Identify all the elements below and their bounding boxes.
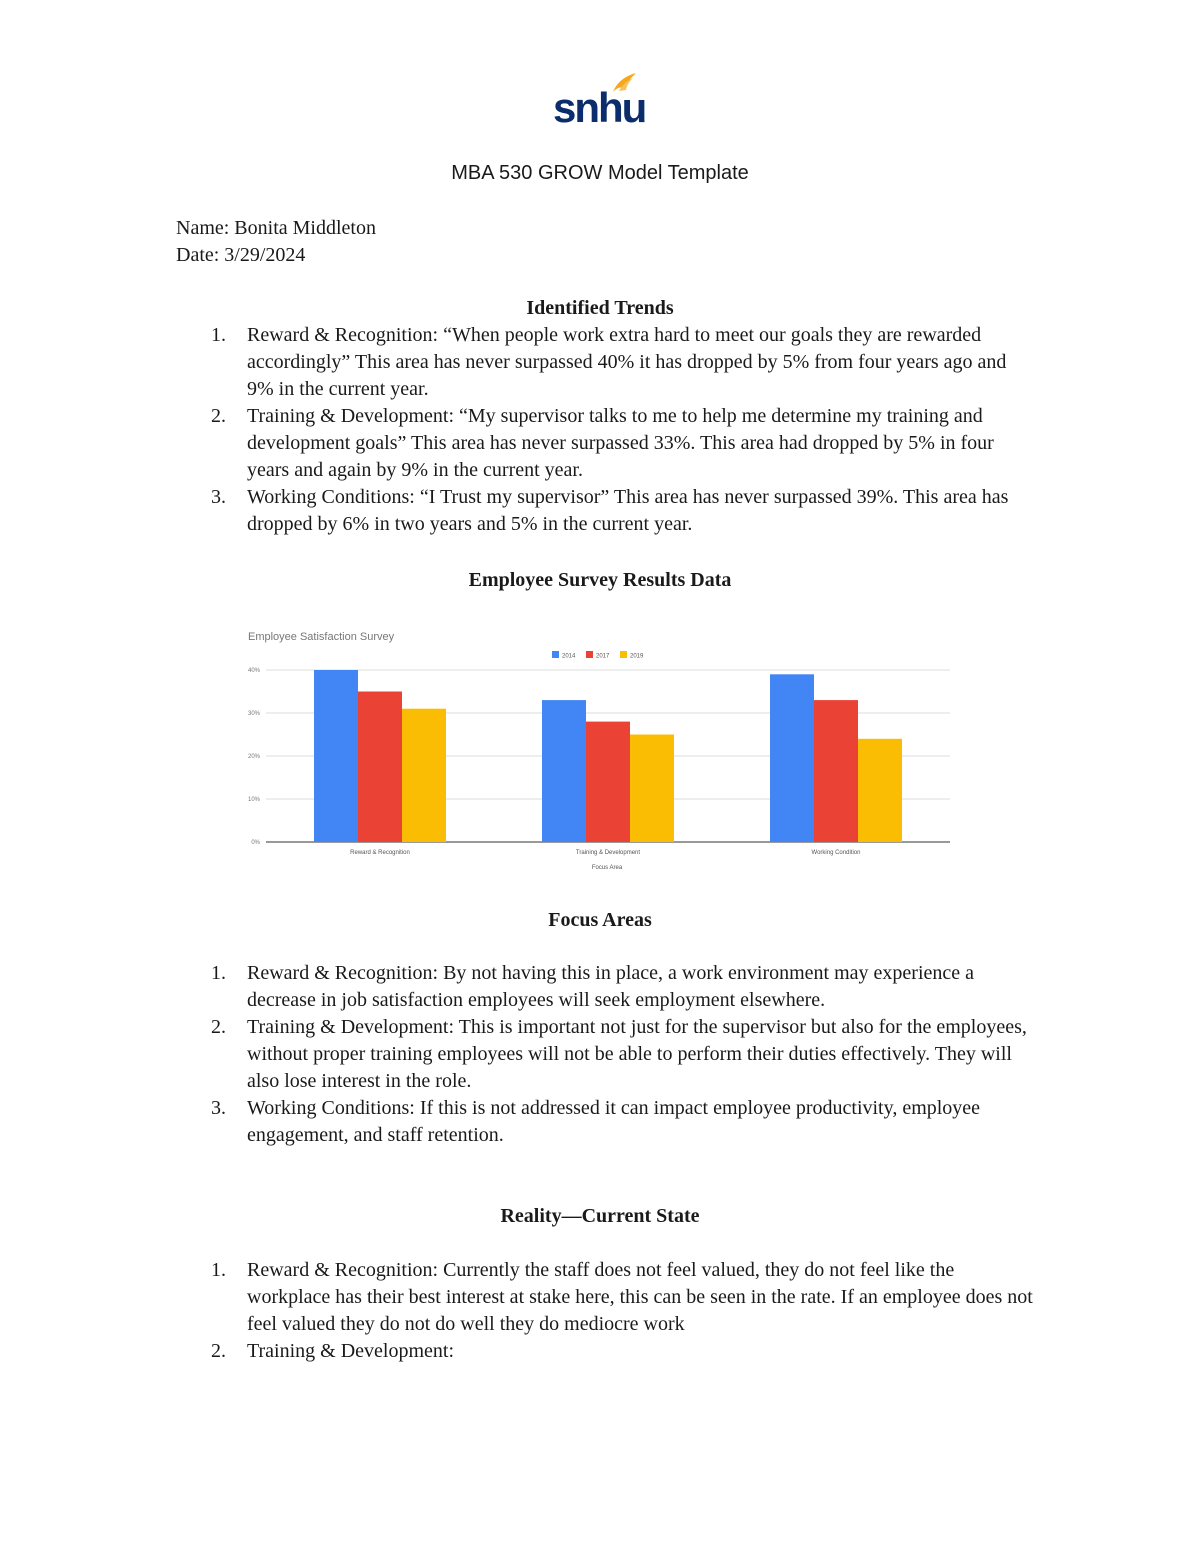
y-tick-label: 30%: [247, 711, 260, 717]
legend-swatch: [620, 651, 627, 658]
bar-2014-0: [314, 670, 358, 842]
y-tick-label: 10%: [247, 797, 260, 803]
legend-swatch: [586, 651, 593, 658]
bar-2019-0: [402, 709, 446, 842]
item-number: 1.: [211, 1259, 226, 1281]
list-item: [176, 1014, 1036, 1095]
list-item: [176, 960, 1036, 1014]
legend-label: 2019: [630, 653, 644, 660]
y-tick-label: 40%: [247, 668, 260, 674]
legend-swatch: [552, 651, 559, 658]
x-tick-label: Training & Development: [575, 850, 641, 856]
meta-block: [176, 215, 376, 269]
item-text: Training & Development: “My supervisor talks to me to help me determine my training and development goals” This area has never surpassed 33%. This area had dropped by 5% in four years and again by 9% in the current year.: [247, 405, 994, 481]
item-text: Reward & Recognition: “When people work extra hard to meet our goals they are rewarded accordingly” This area has never surpassed 40% it has dropped by 5% from four years ago and 9% in the current year.: [247, 324, 1007, 400]
item-number: 2.: [211, 405, 226, 427]
item-text: Working Conditions: “I Trust my supervisor” This area has never surpassed 39%. This area has dropped by 6% in two years and 5% in the current year.: [247, 486, 1009, 535]
item-text: Reward & Recognition: Currently the staff does not feel valued, they do not feel like the workplace has their best interest at stake here, this can be seen in the rate. If an employee does not feel valued they do not do well they do mediocre work: [247, 1259, 1033, 1335]
focus-list: [176, 960, 1036, 1149]
bar-2019-2: [858, 739, 902, 842]
snhu-logo: [553, 72, 646, 134]
item-text: Working Conditions: If this is not addressed it can impact employee productivity, employee engagement, and staff retention.: [247, 1097, 981, 1146]
item-number: 1.: [211, 962, 226, 984]
bar-2014-2: [770, 674, 814, 842]
x-tick-label: Reward & Recognition: [350, 850, 410, 856]
document-title: MBA 530 GROW Model Template: [451, 162, 749, 184]
reality-heading: Reality—Current State: [500, 1205, 700, 1227]
name-line: Name: Bonita Middleton: [176, 217, 376, 239]
item-text: Training & Development:: [247, 1340, 455, 1362]
item-number: 2.: [211, 1340, 226, 1362]
y-tick-label: 20%: [247, 754, 260, 760]
survey-heading: Employee Survey Results Data: [468, 569, 732, 591]
list-item: [176, 484, 1036, 538]
focus-heading: Focus Areas: [548, 909, 652, 931]
chart-title: Employee Satisfaction Survey: [248, 631, 395, 643]
x-tick-label: Working Condition: [811, 850, 861, 856]
bar-2017-2: [814, 700, 858, 842]
list-item: [176, 1338, 1036, 1365]
trends-heading: Identified Trends: [526, 297, 674, 319]
bar-2017-1: [586, 722, 630, 842]
legend-label: 2017: [596, 653, 610, 660]
item-number: 3.: [211, 1097, 226, 1119]
legend-label: 2014: [562, 653, 576, 660]
bar-2014-1: [542, 700, 586, 842]
y-tick-label: 0%: [251, 840, 260, 846]
list-item: [176, 403, 1036, 484]
item-text: Training & Development: This is important not just for the supervisor but also for the employees, without proper training employees will not be able to perform their duties effectively. They will also lose interest in the role.: [247, 1016, 1027, 1092]
survey-bar-chart: [230, 618, 970, 876]
list-item: [176, 322, 1036, 403]
list-item: [176, 1095, 1036, 1149]
logo-wordmark: snhu: [553, 84, 646, 131]
item-text: Reward & Recognition: By not having this in place, a work environment may experience a decrease in job satisfaction employees will seek employment elsewhere.: [247, 962, 975, 1011]
list-item: [176, 1257, 1036, 1338]
item-number: 1.: [211, 324, 226, 346]
bar-2019-1: [630, 735, 674, 843]
trends-list: [176, 322, 1036, 538]
bar-2017-0: [358, 692, 402, 843]
item-number: 3.: [211, 486, 226, 508]
x-axis-title: Focus Area: [591, 865, 623, 871]
item-number: 2.: [211, 1016, 226, 1038]
date-line: Date: 3/29/2024: [176, 244, 306, 266]
reality-list: [176, 1257, 1036, 1365]
